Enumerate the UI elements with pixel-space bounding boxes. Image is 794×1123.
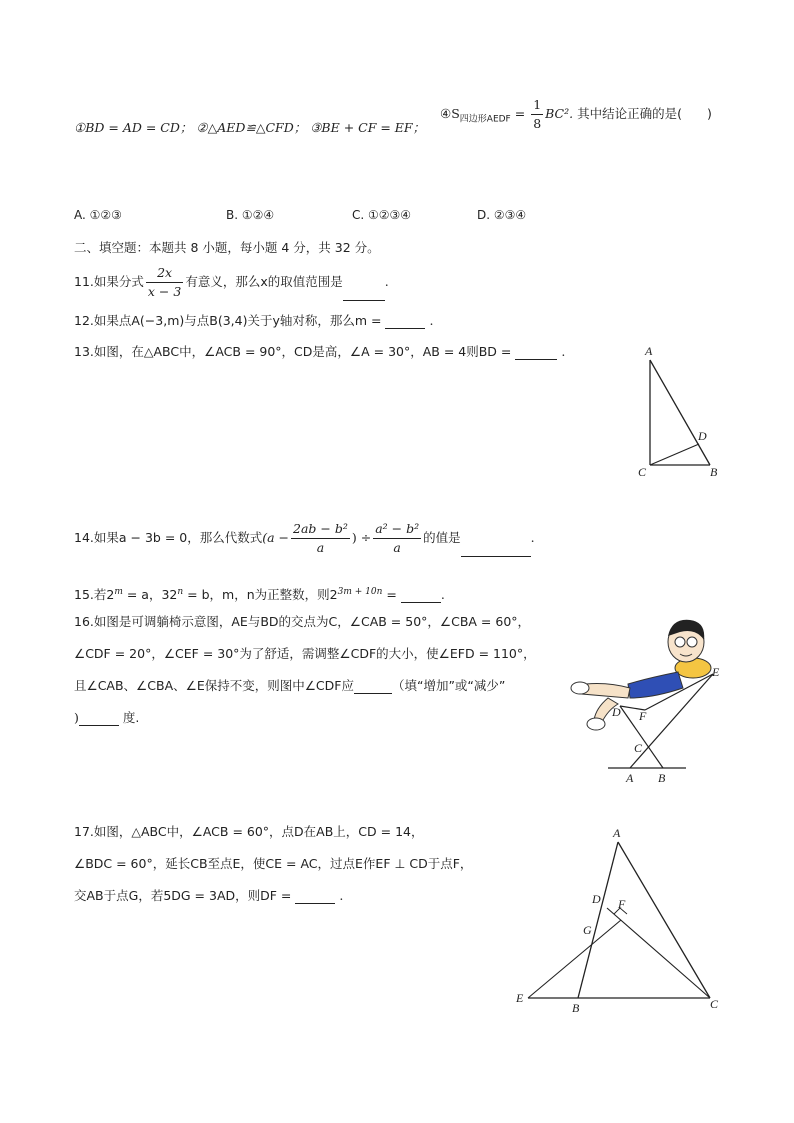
q17-line3: [74, 888, 343, 904]
q14-den1: a: [316, 540, 325, 555]
q10-option-b[interactable]: [226, 208, 274, 222]
label-g: G: [583, 923, 592, 937]
q15-pre: 15.若2: [74, 587, 115, 603]
q14-end: .: [530, 530, 535, 545]
q13-end: .: [561, 344, 566, 359]
label-c: C: [638, 465, 647, 479]
label-e: E: [516, 991, 524, 1005]
option-value: ②③④: [493, 208, 527, 222]
q15-mid1: = a，32: [122, 587, 178, 603]
q13-text: 13.如图，在△ABC中，∠ACB = 90°，CD是高，∠A = 30°，AB = 4则BD =: [74, 344, 512, 359]
side-ab: [650, 360, 710, 465]
label-b: B: [710, 465, 718, 479]
q10-statements: [74, 120, 425, 136]
label-c: C: [634, 741, 643, 755]
label-b: B: [658, 771, 666, 785]
label-f: F: [639, 709, 647, 723]
q15-end: .: [440, 587, 445, 603]
q16-line3-text: 且∠CAB、∠CBA、∠E保持不变，则图中∠CDF应: [74, 678, 354, 693]
q14-num1: 2ab − b²: [291, 520, 350, 539]
person-leg: [582, 684, 630, 699]
shoe-right: [587, 718, 605, 730]
glasses-right: [687, 637, 697, 647]
q11-den: x − 3: [147, 284, 182, 299]
q10-option-a[interactable]: [74, 208, 122, 222]
q10-stmt4-num: 1: [531, 96, 543, 115]
q10-stmt1: ①BD = AD = CD；: [74, 120, 193, 135]
q16-line4-tail: 度.: [122, 710, 140, 725]
q15-post: =: [382, 587, 397, 603]
section-title: 二、填空题：本题共 8 小题，每小题 4 分，共 32 分。: [74, 240, 380, 255]
q13: [74, 344, 565, 360]
q10-stmt4-fraction: [531, 96, 543, 133]
q17-end: .: [339, 888, 344, 903]
q11-fraction: [146, 264, 183, 301]
q14-post: 的值是: [423, 530, 461, 545]
q11-post: 有意义，那么x的取值范围是: [185, 274, 343, 289]
q11-pre: 11.如果分式: [74, 274, 144, 289]
q13-answer-blank[interactable]: [515, 347, 557, 360]
q15: [74, 584, 445, 603]
option-label: D.: [477, 208, 491, 222]
q16-line4-paren: ): [74, 710, 79, 725]
q10-stmt4-sub: 四边形AEDF: [459, 114, 511, 125]
q10-stmt4-eq: =: [514, 106, 526, 121]
side-ab: [578, 842, 618, 998]
q14-num2: a² − b²: [373, 520, 421, 539]
altitude-cd: [650, 444, 699, 465]
q10-stmt3: ③BE + CF = EF；: [310, 120, 426, 135]
q15-sup3: 3m + 10n: [337, 587, 383, 597]
label-e: E: [712, 665, 720, 679]
label-a: A: [626, 771, 634, 785]
q16-line3-tail: （填“增加”或“减少”: [391, 678, 506, 693]
q14: [74, 520, 535, 557]
shoe-left: [571, 682, 589, 694]
q10-option-d[interactable]: [477, 208, 526, 222]
q10-stmt4-den: 8: [533, 116, 542, 131]
q17-line1: 17.如图，△ABC中，∠ACB = 60°，点D在AB上，CD = 14，: [74, 824, 424, 839]
option-value: ①②③: [89, 208, 122, 222]
q14-pre: 14.如果a − 3b = 0，那么代数式: [74, 530, 263, 545]
q15-answer-blank[interactable]: [401, 590, 441, 603]
option-label: C.: [352, 208, 365, 222]
q16-line2: ∠CDF = 20°，∠CEF = 30°为了舒适，需调整∠CDF的大小，使∠EFD = 110°，: [74, 646, 536, 661]
q10-option-c[interactable]: [352, 208, 411, 222]
q10-stmt4: [440, 96, 712, 133]
q14-fraction1: [291, 520, 350, 557]
glasses-left: [675, 637, 685, 647]
q16-figure: [568, 612, 728, 792]
label-d: D: [698, 429, 707, 443]
q14-answer-blank[interactable]: [461, 544, 531, 557]
label-a: A: [645, 344, 653, 358]
q10-stmt4-prefix: ④S: [440, 106, 460, 121]
q14-fraction2: [373, 520, 421, 557]
q12-answer-blank[interactable]: [385, 316, 425, 329]
q14-open: (a −: [262, 530, 290, 545]
q17-figure: [510, 822, 740, 1022]
label-f: F: [618, 897, 626, 911]
q16-line1: 16.如图是可调躺椅示意图，AE与BD的交点为C，∠CAB = 50°，∠CBA = 60°，: [74, 614, 531, 629]
label-c: C: [710, 997, 719, 1011]
q17-line3-text: 交AB于点G，若5DG = 3AD，则DF =: [74, 888, 292, 903]
q15-sup1: m: [114, 587, 123, 597]
label-d: D: [592, 892, 601, 906]
q12: [74, 313, 433, 329]
q10-stmt2: ②△AED≌△CFD；: [196, 120, 307, 135]
segment-ef: [528, 920, 621, 998]
q16-blank2[interactable]: [79, 713, 119, 726]
q17-answer-blank[interactable]: [295, 891, 335, 904]
q13-figure: [630, 340, 730, 480]
q11: [74, 264, 389, 301]
q15-sup2: n: [177, 587, 184, 597]
q10-stmt4-tail: BC².: [545, 106, 574, 121]
option-label: A.: [74, 208, 86, 222]
label-a: A: [613, 826, 621, 840]
label-d: D: [612, 705, 621, 719]
q16-blank1[interactable]: [354, 681, 392, 694]
option-value: ①②④: [241, 208, 275, 222]
q12-end: .: [429, 313, 434, 328]
option-label: B.: [226, 208, 239, 222]
label-b: B: [572, 1001, 580, 1015]
q16-line4: [74, 710, 139, 726]
q12-text: 12.如果点A(−3,m)与点B(3,4)关于y轴对称，那么m =: [74, 313, 382, 328]
q14-den2: a: [393, 540, 401, 555]
q15-mid2: = b，m，n为正整数，则2: [183, 587, 338, 603]
q11-num: 2x: [146, 264, 183, 283]
side-ac: [618, 842, 710, 998]
q11-answer-blank[interactable]: [343, 288, 385, 301]
q11-end: .: [384, 274, 389, 289]
q14-mid: ) ÷: [351, 530, 372, 545]
q10-question: 其中结论正确的是( ): [577, 106, 712, 121]
segment-cd: [607, 908, 710, 998]
q17-line2: ∠BDC = 60°，延长CB至点E，使CE = AC，过点E作EF ⊥ CD于点F，: [74, 856, 473, 871]
option-value: ①②③④: [368, 208, 412, 222]
q16-line3: [74, 678, 505, 694]
